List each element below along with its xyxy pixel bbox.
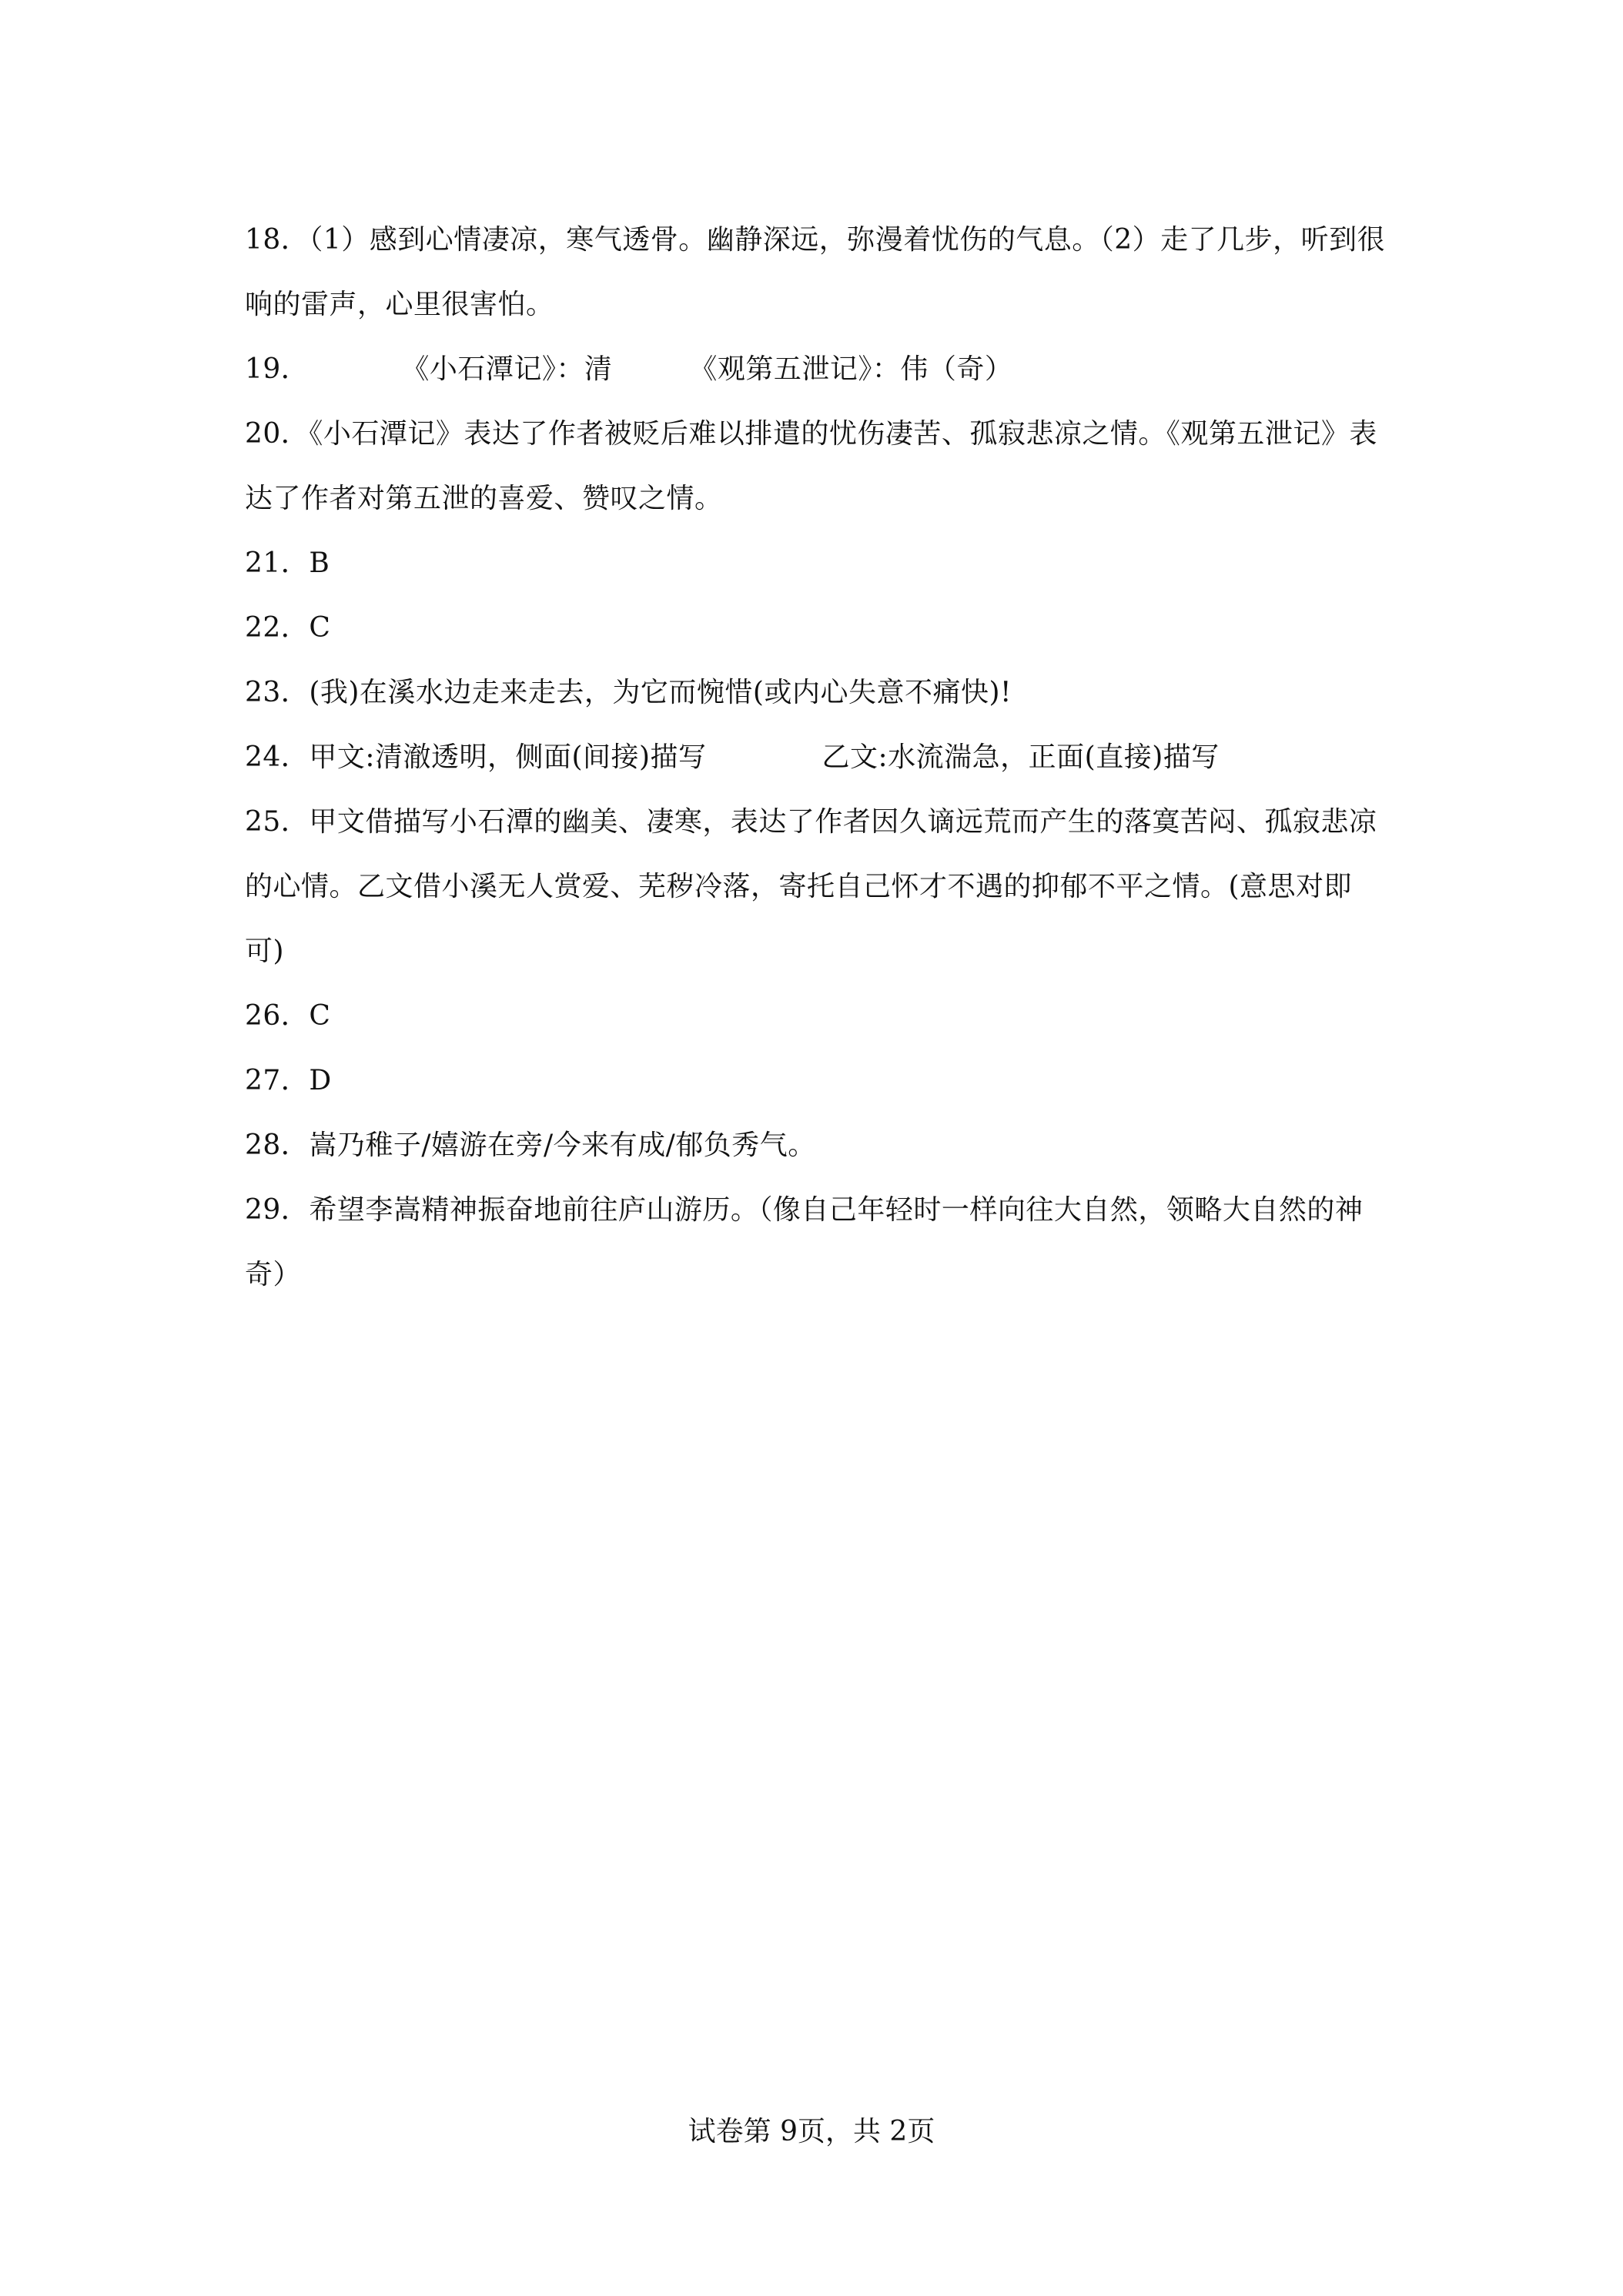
answer-text: 嵩乃稚子/嬉游在旁/今来有成/郁负秀气。 [309, 1130, 816, 1161]
answer-number: 22． [245, 612, 310, 644]
answer-26 [245, 984, 1387, 1049]
answer-25 [245, 790, 1387, 984]
answer-part-b: 乙文:水流湍急，正面(直接)描写 [822, 741, 1220, 773]
answer-text: (我)在溪水边走来走去，为它而惋惜(或内心失意不痛快)! [309, 677, 1012, 708]
page-footer [0, 2110, 1623, 2149]
answer-24 [245, 725, 1387, 790]
answer-number: 28． [245, 1130, 310, 1161]
answer-20 [245, 402, 1387, 531]
answer-number: 27． [245, 1065, 310, 1096]
answer-text: （1）感到心情凄凉，寒气透骨。幽静深远，弥漫着忧伤的气息。（2）走了几步，听到很响的雷声，心里很害怕。 [245, 224, 1386, 320]
answer-part-a: 甲文:清澈透明，侧面(间接)描写 [309, 741, 707, 773]
answer-text: C [309, 612, 331, 644]
answer-23 [245, 661, 1387, 725]
answer-text: C [309, 1000, 331, 1032]
answer-number: 25． [245, 806, 310, 838]
answer-text: 《小石潭记》表达了作者被贬后难以排遣的忧伤凄苦、孤寂悲凉之情。《观第五泄记》表达了作者对第五泄的喜爱、赞叹之情。 [245, 418, 1377, 514]
answer-21 [245, 531, 1387, 596]
answer-text: D [309, 1065, 332, 1096]
answer-part-b: 《观第五泄记》：伟（奇） [689, 353, 1013, 385]
answer-number: 20． [245, 418, 310, 450]
answer-number: 18． [245, 224, 310, 256]
answer-number: 23． [245, 677, 310, 708]
answer-list [245, 208, 1387, 1307]
answer-text: 希望李嵩精神振奋地前往庐山游历。（像自己年轻时一样向往大自然，领略大自然的神奇） [245, 1194, 1364, 1290]
answer-part-a: 《小石潭记》：清 [401, 353, 613, 385]
answer-number: 19． [245, 353, 310, 385]
answer-28 [245, 1113, 1387, 1178]
answer-18 [245, 208, 1387, 337]
answer-number: 26． [245, 1000, 310, 1032]
answer-text: 甲文借描写小石潭的幽美、凄寒，表达了作者因久谪远荒而产生的落寞苦闷、孤寂悲凉的心情。乙文借小溪无人赏爱、芜秽冷落，寄托自己怀才不遇的抑郁不平之情。(意思对即可) [245, 806, 1377, 967]
answer-number: 24． [245, 741, 310, 773]
answer-22 [245, 596, 1387, 661]
answer-number: 29． [245, 1194, 310, 1226]
answer-number: 21． [245, 547, 310, 579]
answer-27 [245, 1049, 1387, 1113]
answer-19 [245, 337, 1387, 402]
answer-text: B [309, 547, 330, 579]
page-number-label: 试卷第 9页，共 2页 [688, 2116, 935, 2147]
answer-29 [245, 1178, 1387, 1307]
